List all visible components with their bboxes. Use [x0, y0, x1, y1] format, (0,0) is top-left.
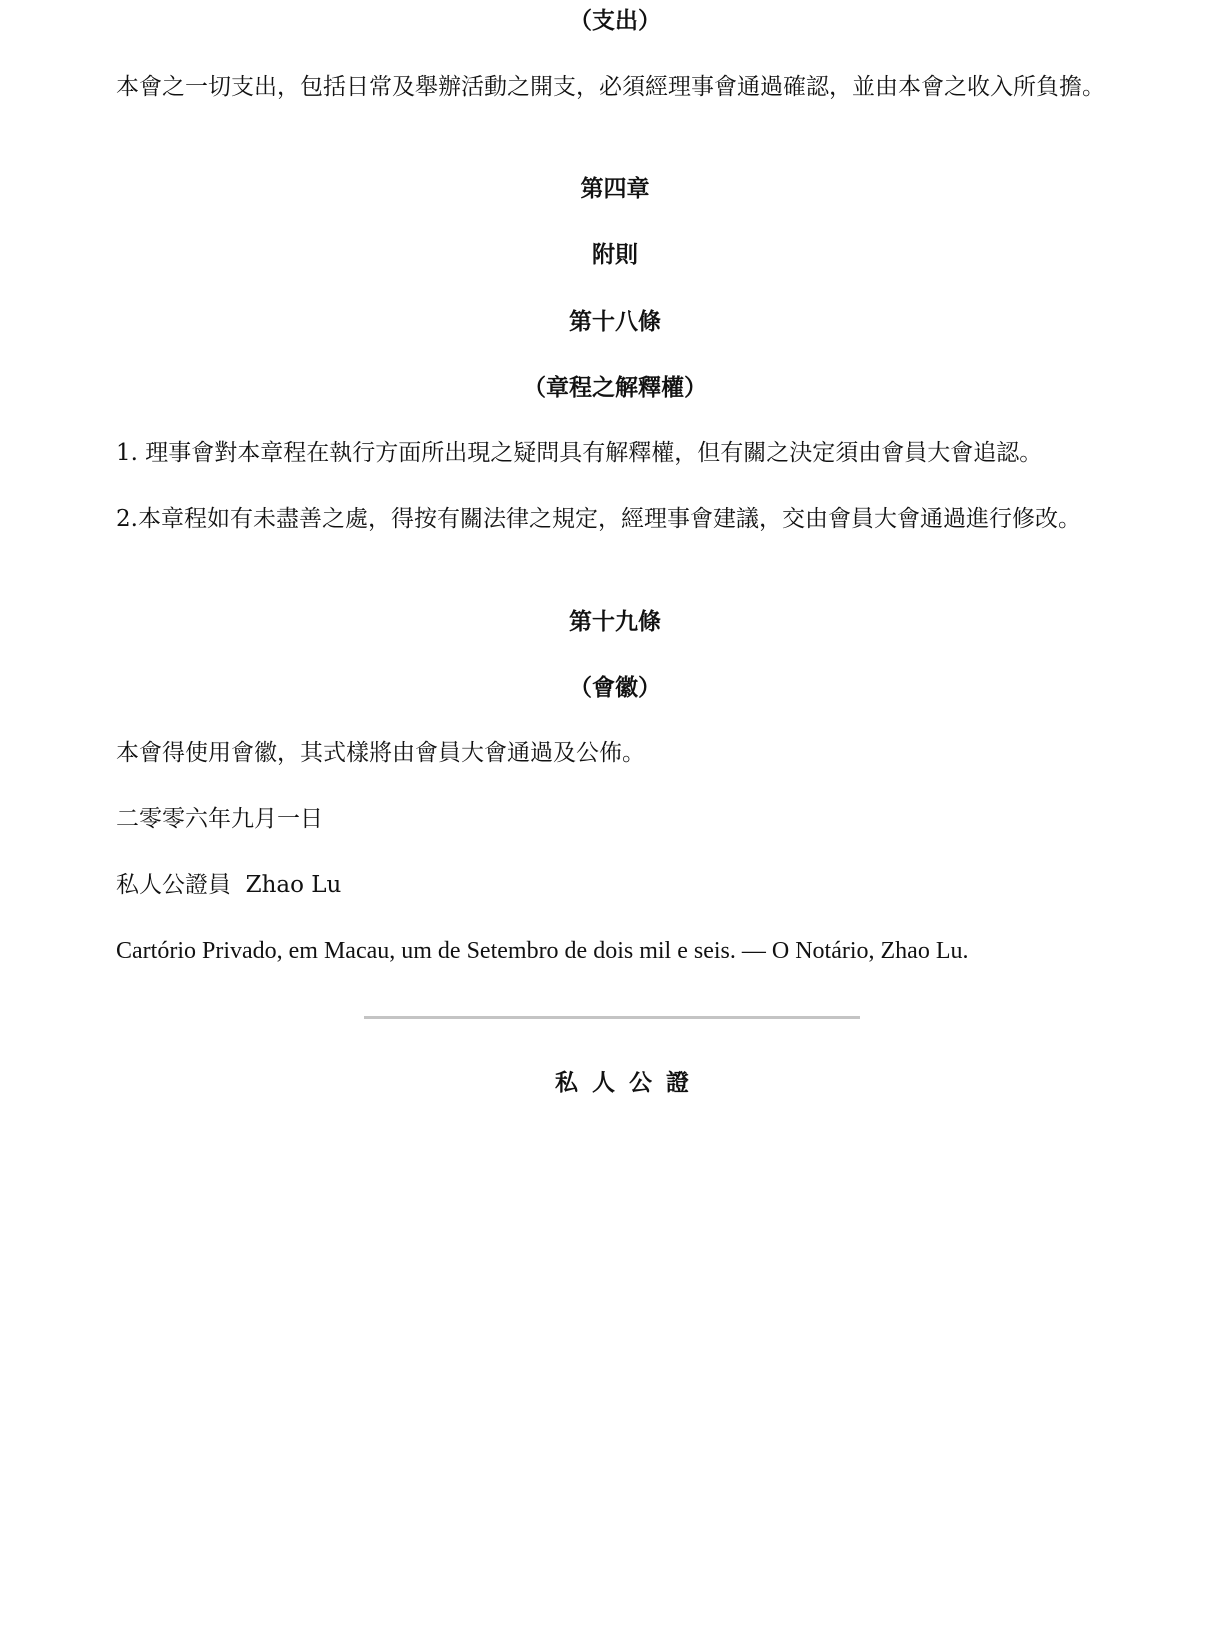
article-18-title: （章程之解釋權）	[523, 375, 707, 401]
section-heading-expense: （支出）	[569, 8, 661, 34]
article-18-heading: 第十八條	[569, 309, 661, 335]
notary-signature-line: 私人公證員 Zhao Lu	[116, 872, 342, 898]
paragraph-expense: 本會之一切支出，包括日常及舉辦活動之開支，必須經理事會通過確認，並由本會之收入所負擔。	[116, 74, 1105, 100]
section-divider	[364, 1016, 860, 1019]
portuguese-certification: Cartório Privado, em Macau, um de Setembro de dois mil e seis. — O Notário, Zhao Lu.	[116, 938, 969, 964]
article-19-clause: 本會得使用會徽，其式樣將由會員大會通過及公佈。	[116, 740, 645, 766]
article-18-clause-1: 1. 理事會對本章程在執行方面所出現之疑問具有解釋權，但有關之決定須由會員大會追認。	[116, 440, 1043, 466]
article-18-clause-2: 2.本章程如有未盡善之處，得按有關法律之規定，經理事會建議，交由會員大會通過進行修改。	[116, 506, 1081, 532]
article-19-heading: 第十九條	[569, 609, 661, 635]
chapter-title: 附則	[592, 242, 638, 268]
document-date: 二零零六年九月一日	[116, 806, 323, 832]
article-19-title: （會徽）	[569, 675, 661, 701]
footer-heading: 私人公證	[555, 1070, 703, 1096]
chapter-heading: 第四章	[580, 176, 650, 202]
